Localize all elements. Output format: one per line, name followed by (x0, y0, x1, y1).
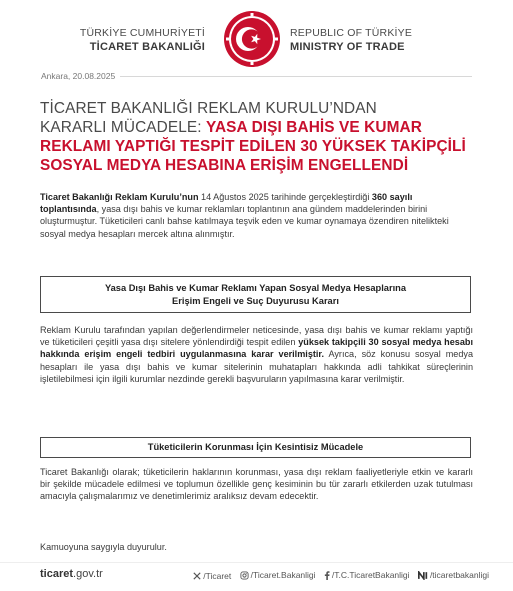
header-divider (120, 76, 472, 77)
section-1-text-1: Reklam Kurulu tarafından yapılan değerlendirmeler neticesinde, yasa dışı bahis ve kumar reklamı yaptığı ve tüketicileri çeşitli yasa dışı sitelere yönlendirdiği tespit edilen (40, 325, 473, 348)
page-header (0, 8, 513, 70)
website-link[interactable] (40, 568, 103, 580)
ministry-logo (221, 8, 283, 70)
intro-text-2: , yasa dışı bahis ve kumar reklamları toplantının ana gündem maddelerinden birini oluşturmuştur. Tüketicileri canlı bahse katılmaya teşvik eden ve kumar oynamaya özendiren nitelikteki sosyal medya hesapları mercek altına alınmıştır. (40, 204, 449, 239)
country-name-tr: TÜRKİYE CUMHURİYETİ (79, 27, 205, 39)
x-icon (193, 572, 201, 580)
section-2-title: Tüketicilerin Korunması İçin Kesintisiz Mücadele (147, 442, 364, 452)
headline-line-2-plain: KARARLI MÜCADELE: (40, 119, 207, 136)
social-handle-facebook: /T.C.TicaretBakanligi (331, 570, 410, 580)
website-domain-bold: ticaret (40, 568, 74, 580)
intro-text-1: 14 Ağustos 2025 tarihinde gerçekleştirdiği (198, 192, 372, 202)
headline-line-4: SOSYAL MEDYA HESABINA ERİŞİM ENGELLENDİ (40, 157, 409, 174)
ministry-title-tr: TİCARET BAKANLIĞI (89, 41, 205, 53)
footer-divider (0, 562, 513, 563)
social-handle-nsosyal: /ticaretbakanligi (429, 570, 489, 580)
intro-paragraph (40, 191, 473, 240)
social-link-x[interactable] (193, 571, 231, 581)
intro-bold-2: 360 sayılı toplantısında (40, 192, 413, 215)
headline-line-3: REKLAMI YAPTIĞI TESPİT EDİLEN 30 YÜKSEK TAKİPÇİLİ (40, 138, 466, 155)
country-name-en: REPUBLIC OF TÜRKİYE (290, 27, 413, 39)
press-headline (40, 99, 473, 175)
headline-line-2-red: YASA DIŞI BAHİS VE KUMAR (206, 119, 422, 136)
social-handle-instagram: /Ticaret.Bakanligi (250, 570, 316, 580)
section-1-text-2: Ayrıca, söz konusu sosyal medya hesapları ile yasa dışı bahis ve kumar sitelerinin muhatapları hakkında adli tahkikat süreçlerinin işletilebilmesi için ilgili kurumlar nezdinde gerekli başvuruların yapılmasına karar verilmiştir. (40, 349, 474, 384)
press-date: Ankara, 20.08.2025 (41, 71, 116, 81)
section-1-bold: yüksek takipçili 30 sosyal medya hesabı hakkında erişim engeli tedbiri uygulanmasına karar verilmiştir. (40, 337, 473, 360)
social-handle-x: /Ticaret (203, 570, 232, 581)
section-1-title-line-1: Yasa Dışı Bahis ve Kumar Reklamı Yapan Sosyal Medya Hesaplarına (104, 283, 407, 293)
social-link-nsosyal[interactable] (418, 570, 489, 580)
ministry-name-en (290, 27, 412, 54)
section-1-paragraph (40, 324, 473, 385)
social-link-facebook[interactable] (324, 570, 410, 580)
headline-line-1: TİCARET BAKANLIĞI REKLAM KURULU’NDAN (40, 100, 377, 117)
section-1-title-box (40, 276, 471, 313)
social-link-instagram[interactable] (240, 570, 316, 580)
closing-line: Kamuoyuna saygıyla duyurulur. (40, 542, 167, 552)
facebook-icon (324, 571, 330, 580)
page-footer (0, 566, 513, 586)
ministry-title-en: MINISTRY OF TRADE (290, 41, 405, 53)
social-links (187, 570, 489, 582)
website-domain-rest: .gov.tr (73, 568, 103, 580)
intro-bold-1: Ticaret Bakanlığı Reklam Kurulu’nun (40, 192, 199, 202)
nsosyal-icon (418, 571, 428, 580)
instagram-icon (240, 571, 249, 580)
section-1-title-line-2: Erişim Engeli ve Suç Duyurusu Kararı (172, 295, 339, 306)
headline-line-2 (40, 118, 473, 137)
ministry-name-tr (80, 27, 205, 54)
section-2-paragraph: Ticaret Bakanlığı olarak; tüketicilerin haklarının korunması, yasa dışı reklam faaliyetleriyle etkin ve kararlı bir şekilde mücadele edilmesi ve toplumun özellikle genç kesiminin bu tür zararlı etkilerden uzak tutulması amacıyla çalışmalarımız ve denetimlerimiz aralıksız devam edecektir. (40, 467, 473, 502)
section-2-title-box (40, 437, 471, 458)
